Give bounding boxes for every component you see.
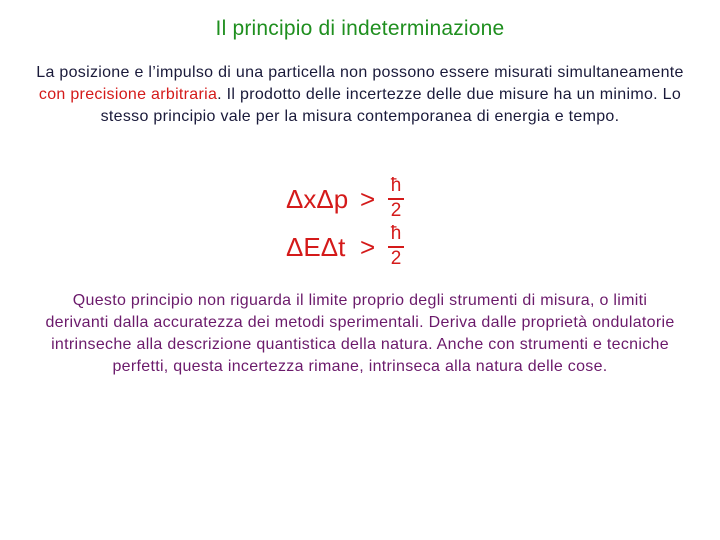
uncertainty-formulas <box>286 176 426 272</box>
explanation-paragraph: Questo principio non riguarda il limite proprio degli strumenti di misura, o limiti derivanti dalla accuratezza dei metodi sperimentali. Deriva dalle proprietà ondulatorie intrinseche alla descrizione quantistica della natura. Anche con strumenti e tecniche perfetti, questa incertezza rimane, intrinseca alla natura delle cose. <box>45 292 675 375</box>
fraction-denominator: 2 <box>390 200 402 221</box>
energy-time-formula <box>286 224 426 270</box>
formula-lhs: ΔxΔp <box>286 184 349 214</box>
formula-relation: > <box>360 184 376 214</box>
fraction-numerator: ħ <box>390 223 402 244</box>
formula-fraction <box>386 176 406 222</box>
slide-title: Il principio di indeterminazione <box>215 17 505 40</box>
intro-text-start: La posizione e l’impulso di una particella non possono essere misurati simultaneamente <box>36 64 684 81</box>
intro-text-end: . Il prodotto delle incertezze delle due misure ha un minimo. Lo stesso principio vale per la misura contemporanea di energia e tempo. <box>100 86 682 125</box>
intro-paragraph <box>30 62 690 128</box>
intro-highlight: con precisione arbitraria <box>38 86 218 103</box>
formula-relation: > <box>360 232 376 262</box>
position-momentum-formula <box>286 176 426 222</box>
formula-fraction <box>386 224 406 270</box>
fraction-denominator: 2 <box>390 248 402 269</box>
formula-lhs: ΔEΔt <box>286 232 346 262</box>
fraction-numerator: ħ <box>390 175 402 196</box>
